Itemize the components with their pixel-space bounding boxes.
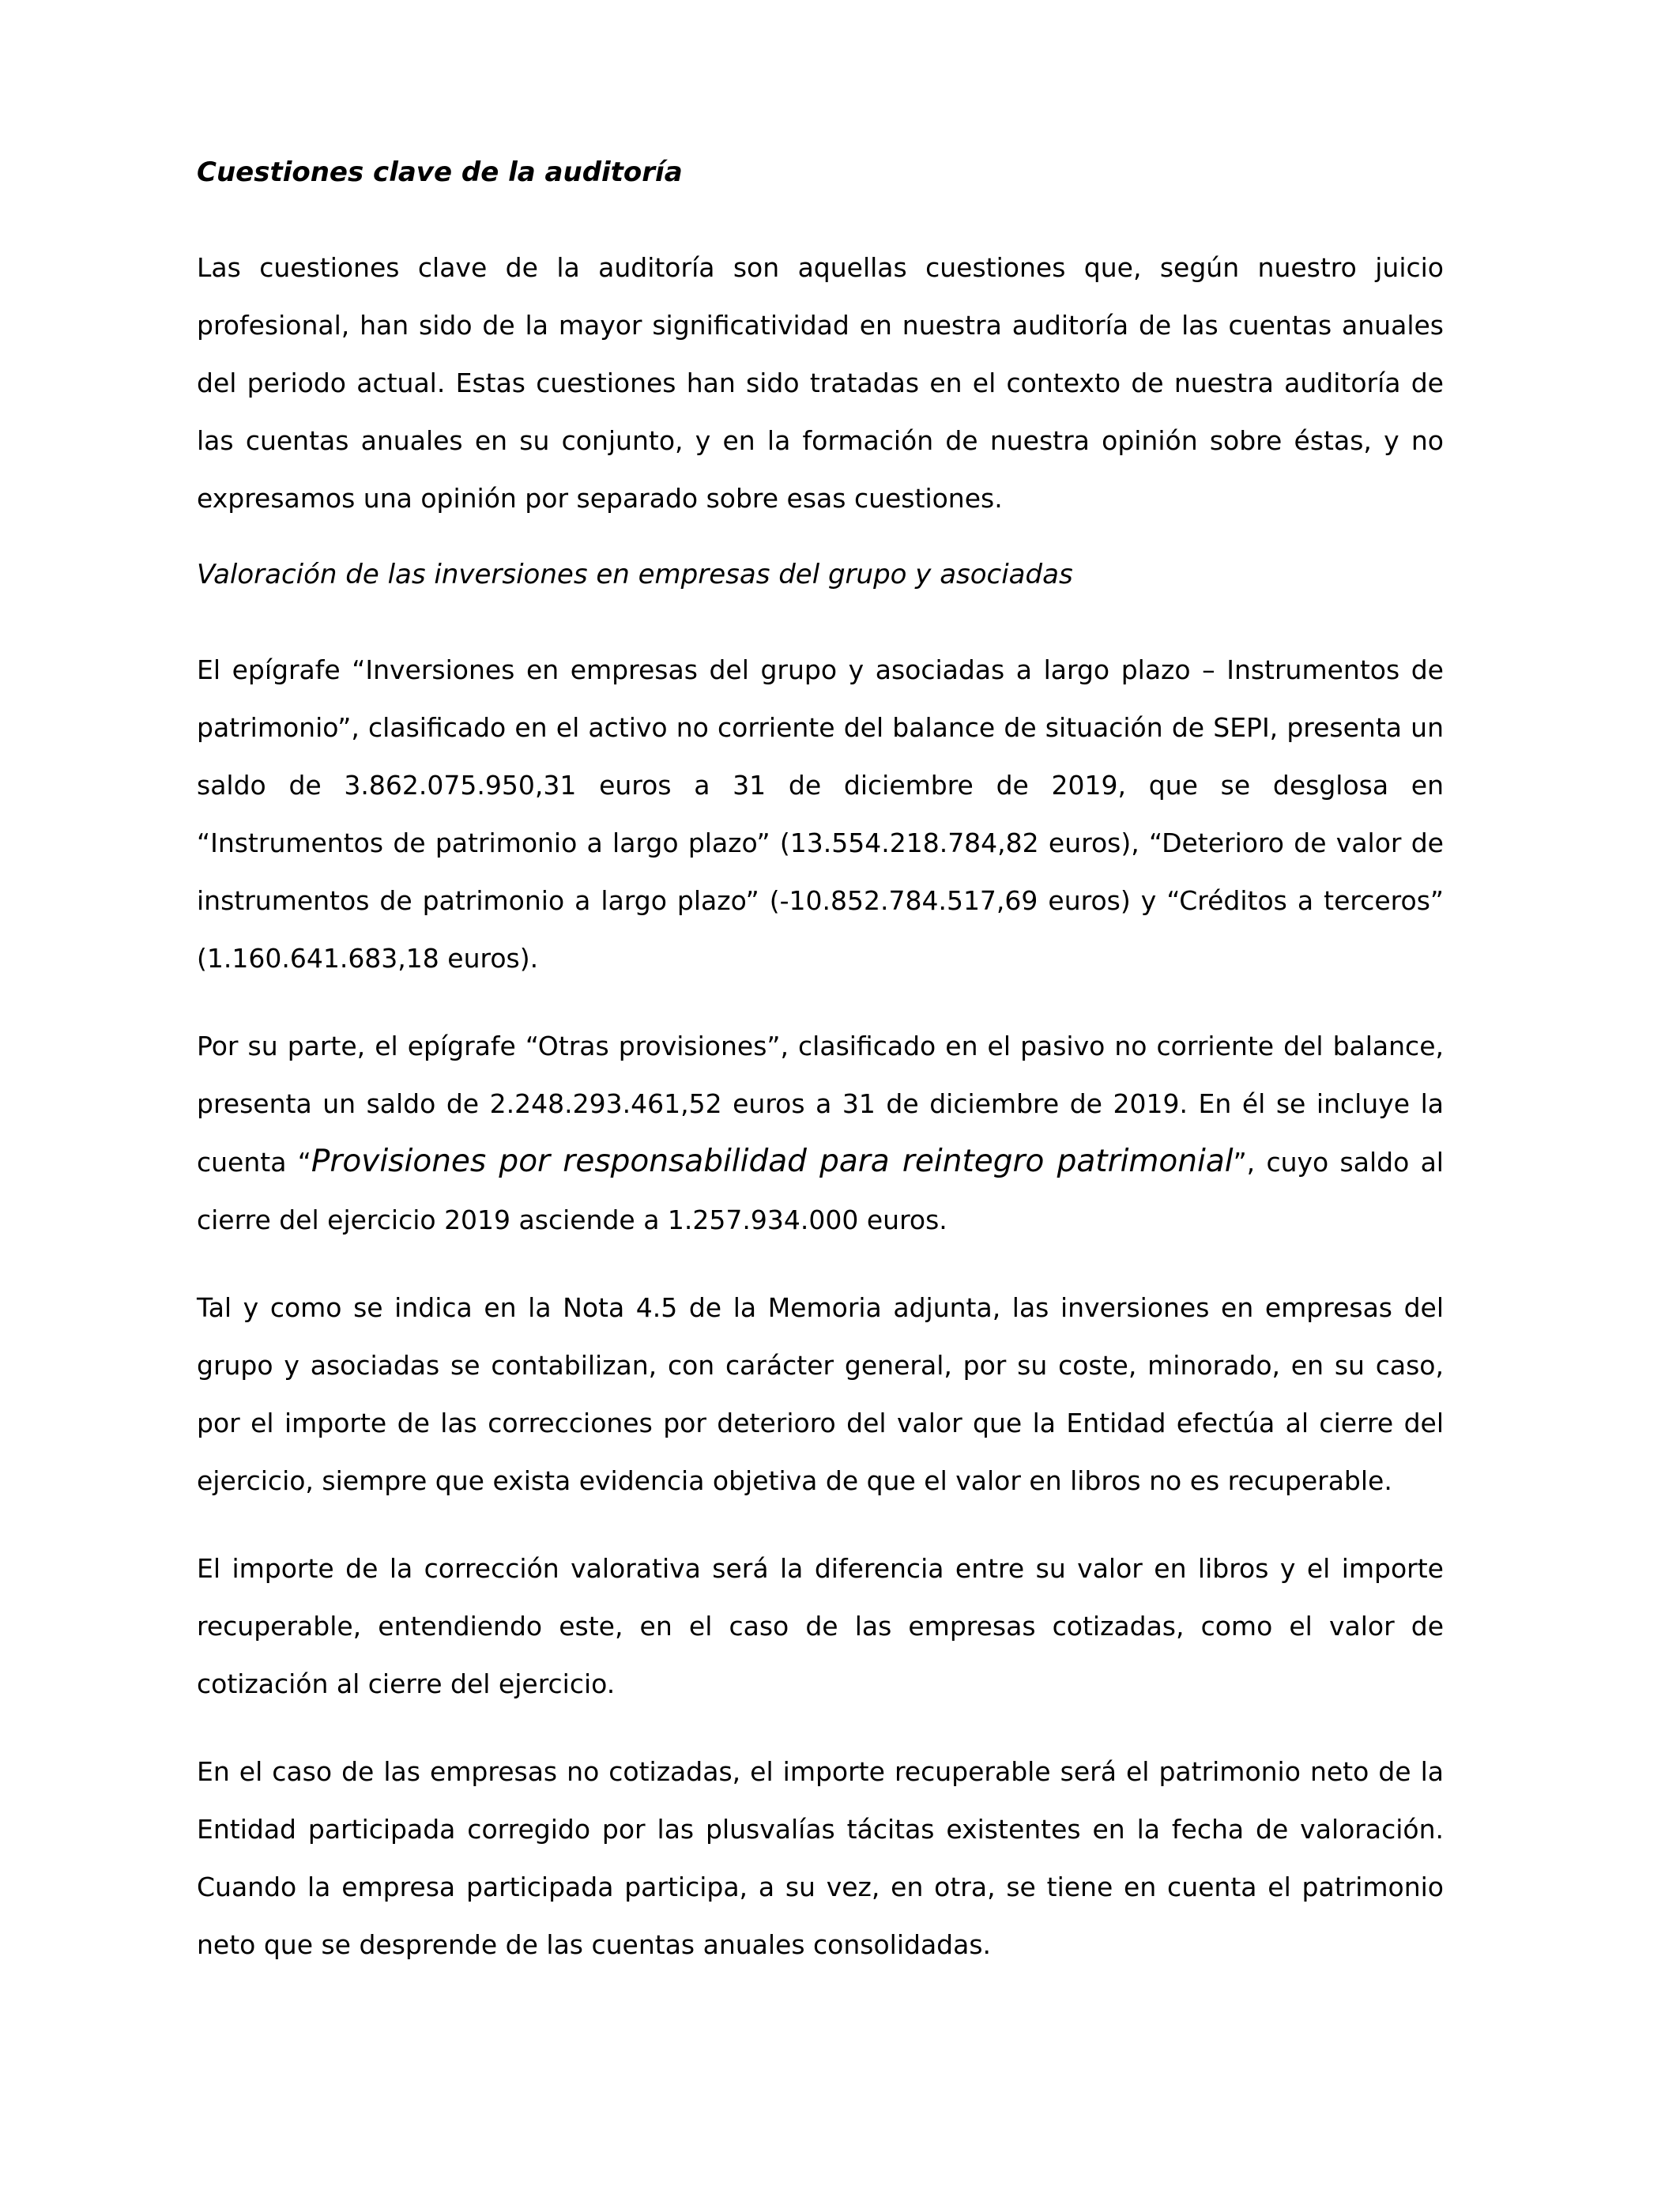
paragraph-provisions-start: Por su parte, el epígrafe “Otras provisiones”, clasificado en el pasivo no corriente del balance, presenta un saldo de 2.248.293.461,52 euros a 31 de diciembre de 2019. En él se incluye la cuenta “ <box>197 1031 1444 1178</box>
provisions-account-name: Provisiones por responsabilidad para reintegro patrimonial <box>311 1144 1234 1179</box>
paragraph-unlisted-companies: En el caso de las empresas no cotizadas, el importe recuperable será el patrimonio neto de la Entidad participada corregido por las plusvalías tácitas existentes en la fecha de valoración. Cuando la empresa participada participa, a su vez, en otra, se tiene en cuenta el patrimonio neto que se desprende de las cuentas anuales consolidadas. <box>197 1756 1444 1960</box>
document-page <box>197 155 1444 2004</box>
paragraph-accounting-policy: Tal y como se indica en la Nota 4.5 de la Memoria adjunta, las inversiones en empresas del grupo y asociadas se contabilizan, con carácter general, por su coste, minorado, en su caso, por el importe de las correcciones por deterioro del valor que la Entidad efectúa al cierre del ejercicio, siempre que exista evidencia objetiva de que el valor en libros no es recuperable. <box>197 1292 1444 1496</box>
paragraph-investments-balance: El epígrafe “Inversiones en empresas del grupo y asociadas a largo plazo – Instrumentos de patrimonio”, clasificado en el activo no corriente del balance de situación de SEPI, presenta un saldo de 3.862.075.950,31 euros a 31 de diciembre de 2019, que se desglosa en “Instrumentos de patrimonio a largo plazo” (13.554.218.784,82 euros), “Deterioro de valor de instrumentos de patrimonio a largo plazo” (-10.852.784.517,69 euros) y “Créditos a terceros” (1.160.641.683,18 euros). <box>197 654 1444 974</box>
paragraph-valuation-correction: El importe de la corrección valorativa será la diferencia entre su valor en libros y el importe recuperable, entendiendo este, en el caso de las empresas cotizadas, como el valor de cotización al cierre del ejercicio. <box>197 1553 1444 1699</box>
paragraph-intro: Las cuestiones clave de la auditoría son aquellas cuestiones que, según nuestro juicio profesional, han sido de la mayor significatividad en nuestra auditoría de las cuentas anuales del periodo actual. Estas cuestiones han sido tratadas en el contexto de nuestra auditoría de las cuentas anuales en su conjunto, y en la formación de nuestra opinión sobre éstas, y no expresamos una opinión por separado sobre esas cuestiones. <box>197 252 1444 514</box>
paragraph-provisions-end: ”, cuyo saldo al cierre del ejercicio 2019 asciende a 1.257.934.000 euros. <box>197 1147 1444 1235</box>
subsection-heading-investments: Valoración de las inversiones en empresas del grupo y asociadas <box>197 559 1073 590</box>
section-heading-key-audit-matters: Cuestiones clave de la auditoría <box>197 156 683 188</box>
paragraph-provisions <box>197 1017 1444 1249</box>
